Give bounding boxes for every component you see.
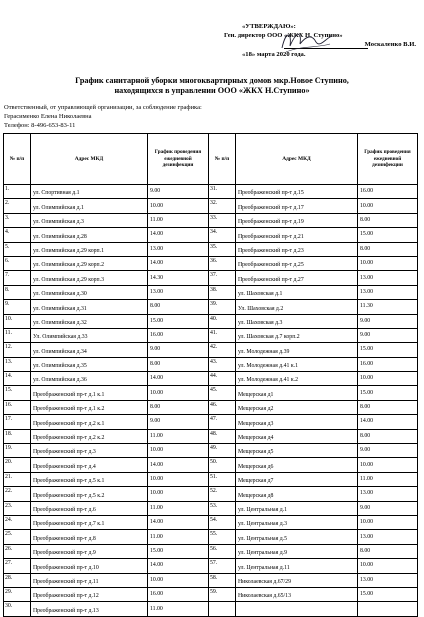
row-time: 10.00 — [148, 386, 209, 400]
row-number: 43. — [209, 357, 236, 371]
row-number: 16. — [4, 400, 31, 414]
row-address: Преображенский пр-т д.3 — [31, 444, 148, 458]
row-number: 50. — [209, 458, 236, 472]
table-row — [4, 300, 418, 314]
row-time: 11.00 — [358, 472, 418, 486]
row-address: ул. Олимпийская д.30 — [31, 285, 148, 299]
table-row — [4, 256, 418, 270]
row-time: 10.00 — [148, 472, 209, 486]
row-time: 13.00 — [148, 242, 209, 256]
table-row — [4, 328, 418, 342]
table-row — [4, 559, 418, 573]
row-time: 8.00 — [148, 357, 209, 371]
row-address: Преображенский пр-т д.8 — [31, 530, 148, 544]
row-time: 13.00 — [358, 530, 418, 544]
row-number: 7. — [4, 271, 31, 285]
row-time: 14.00 — [148, 458, 209, 472]
row-number: 4. — [4, 228, 31, 242]
row-time: 13.00 — [148, 285, 209, 299]
row-address: ул. Центральная д.5 — [236, 530, 358, 544]
row-time: 14.00 — [148, 515, 209, 529]
row-address: Преображенский пр-т д.4 — [31, 458, 148, 472]
row-number: 47. — [209, 415, 236, 429]
row-time: 10.00 — [358, 372, 418, 386]
row-address: Преображенский пр-т д.21 — [236, 228, 358, 242]
row-address: Преображенский пр-т д.6 — [31, 501, 148, 515]
table-row — [4, 357, 418, 371]
approval-heading: «УТВЕРЖДАЮ»: — [242, 23, 296, 30]
row-time: 10.00 — [148, 487, 209, 501]
row-time: 10.00 — [148, 199, 209, 213]
row-time: 11.00 — [148, 501, 209, 515]
header-schedule-left: График проведения ежедневной дезинфекции — [148, 134, 209, 185]
row-number: 57. — [209, 559, 236, 573]
table-row — [4, 602, 418, 616]
row-address: Мещерская д6 — [236, 458, 358, 472]
row-address: Николаевская д.65/13 — [236, 587, 358, 601]
row-time: 15.00 — [148, 544, 209, 558]
row-number: 25. — [4, 530, 31, 544]
row-time: 10.00 — [358, 256, 418, 270]
row-time: 8.00 — [358, 242, 418, 256]
row-number: 14. — [4, 372, 31, 386]
table-row — [4, 314, 418, 328]
row-time: 13.00 — [358, 573, 418, 587]
row-address: Преображенский пр-т д.27 — [236, 271, 358, 285]
table-row — [4, 372, 418, 386]
row-time: 14.00 — [148, 372, 209, 386]
row-address: Преображенский пр-т д.13 — [31, 602, 148, 616]
header-schedule-right: График проведения ежедневной дезинфекции — [358, 134, 418, 185]
table-row — [4, 429, 418, 443]
row-number: 26. — [4, 544, 31, 558]
row-number: 49. — [209, 444, 236, 458]
row-number: 1. — [4, 185, 31, 199]
row-address: Преображенский пр-т д.1 к.2 — [31, 400, 148, 414]
row-number: 31. — [209, 185, 236, 199]
row-number: 21. — [4, 472, 31, 486]
table-row — [4, 199, 418, 213]
row-address: Преображенский пр-т д.11 — [31, 573, 148, 587]
row-address: ул. Олимпийская д.34 — [31, 343, 148, 357]
row-address: ул. Шаховская д.1 — [236, 285, 358, 299]
row-address: ул. Центральная д.11 — [236, 559, 358, 573]
table-row — [4, 285, 418, 299]
row-address: ул. Молодежная д.41 к.1 — [236, 357, 358, 371]
row-number: 41. — [209, 328, 236, 342]
row-time: 9.00 — [148, 343, 209, 357]
row-address: ул. Олимпийская д.35 — [31, 357, 148, 371]
row-number: 2. — [4, 199, 31, 213]
row-address: Преображенский пр-т д.19 — [236, 213, 358, 227]
row-number: 9. — [4, 300, 31, 314]
row-address: ул. Молодежная д.39 — [236, 343, 358, 357]
table-row — [4, 185, 418, 199]
row-time: 11.00 — [148, 602, 209, 616]
table-row — [4, 544, 418, 558]
row-number: 13. — [4, 357, 31, 371]
row-time: 9.00 — [358, 328, 418, 342]
row-time: 8.00 — [148, 400, 209, 414]
row-address: ул. Центральная д.9 — [236, 544, 358, 558]
row-address: Преображенский пр-т д.5 к.2 — [31, 487, 148, 501]
row-number: 35. — [209, 242, 236, 256]
row-time: 11.30 — [358, 300, 418, 314]
row-address: ул. Олимпийская д.28 — [31, 228, 148, 242]
row-time: 10.00 — [358, 199, 418, 213]
row-time: 9.00 — [358, 314, 418, 328]
row-address: Ул. Шаховская д.2 — [236, 300, 358, 314]
row-number: 17. — [4, 415, 31, 429]
row-number: 28. — [4, 573, 31, 587]
row-number: 19. — [4, 444, 31, 458]
row-address: Преображенский пр-т д.2 к.2 — [31, 429, 148, 443]
row-number: 27. — [4, 559, 31, 573]
row-address — [236, 602, 358, 616]
row-number: 46. — [209, 400, 236, 414]
row-number: 34. — [209, 228, 236, 242]
header-address-left: Адрес МКД — [31, 134, 148, 185]
row-address: ул. Олимпийская д.36 — [31, 372, 148, 386]
row-number: 51. — [209, 472, 236, 486]
table-row — [4, 501, 418, 515]
row-number: 53. — [209, 501, 236, 515]
row-number: 23. — [4, 501, 31, 515]
responsible-label: Ответственный, от управляющей организации, за соблюдение графика: — [4, 104, 202, 111]
table-row — [4, 400, 418, 414]
row-address: Николаевская д.67/29 — [236, 573, 358, 587]
row-number: 11. — [4, 328, 31, 342]
table-row — [4, 515, 418, 529]
row-address: Мещерская д5 — [236, 444, 358, 458]
approval-signatory-name: Москаленко В.И. — [364, 41, 416, 49]
row-time: 13.00 — [358, 271, 418, 285]
row-number: 22. — [4, 487, 31, 501]
row-address: ул. Центральная д.1 — [236, 501, 358, 515]
row-number: 33. — [209, 213, 236, 227]
row-number: 56. — [209, 544, 236, 558]
approval-date: «18» марта 2020 года. — [242, 50, 306, 58]
row-time: 13.00 — [358, 487, 418, 501]
table-row — [4, 487, 418, 501]
row-time: 8.00 — [358, 429, 418, 443]
row-address: ул. Спортивная д.1 — [31, 185, 148, 199]
row-address: ул. Олимпийская д.31 — [31, 300, 148, 314]
row-time: 15.00 — [148, 314, 209, 328]
table-row — [4, 386, 418, 400]
row-number: 30. — [4, 602, 31, 616]
row-address: Мещерская д4 — [236, 429, 358, 443]
row-address: Преображенский пр-т д.1 к.1 — [31, 386, 148, 400]
row-number: 54. — [209, 515, 236, 529]
table-row — [4, 242, 418, 256]
row-time: 9.00 — [148, 185, 209, 199]
row-time: 14.00 — [148, 228, 209, 242]
row-address: Преображенский пр-т д.9 — [31, 544, 148, 558]
row-address: Преображенский пр-т д.2 к.1 — [31, 415, 148, 429]
responsible-name: Герасименко Елена Николаевна — [4, 113, 92, 120]
row-time: 9.00 — [148, 415, 209, 429]
table-row — [4, 458, 418, 472]
table-row — [4, 573, 418, 587]
row-time: 11.00 — [148, 429, 209, 443]
row-time: 11.00 — [148, 213, 209, 227]
header-address-right: Адрес МКД — [236, 134, 358, 185]
row-number: 39. — [209, 300, 236, 314]
row-address: Мещерская д2 — [236, 400, 358, 414]
row-address: Преображенский пр-т д.17 — [236, 199, 358, 213]
row-number: 42. — [209, 343, 236, 357]
row-number: 5. — [4, 242, 31, 256]
table-row — [4, 444, 418, 458]
row-time: 9.00 — [358, 444, 418, 458]
row-time: 11.00 — [148, 530, 209, 544]
handwritten-signature — [276, 26, 336, 56]
row-number: 40. — [209, 314, 236, 328]
table-row — [4, 530, 418, 544]
table-header-row — [4, 134, 418, 185]
row-time: 16.00 — [358, 357, 418, 371]
row-time: 14.00 — [148, 256, 209, 270]
row-time: 10.00 — [148, 444, 209, 458]
table-row — [4, 343, 418, 357]
row-address: Преображенский пр-т д.23 — [236, 242, 358, 256]
table-row — [4, 415, 418, 429]
row-address: ул. Молодежная д.41 к.2 — [236, 372, 358, 386]
row-address: ул. Олимпийская д.3 — [31, 213, 148, 227]
table-row — [4, 228, 418, 242]
row-address: Преображенский пр-т д.10 — [31, 559, 148, 573]
row-number: 20. — [4, 458, 31, 472]
row-number — [209, 602, 236, 616]
row-address: ул. Олимпийская д.32 — [31, 314, 148, 328]
row-time: 16.00 — [358, 185, 418, 199]
row-address: Преображенский пр-т д.12 — [31, 587, 148, 601]
row-address: ул. Олимпийская д.1 — [31, 199, 148, 213]
row-time: 13.00 — [358, 285, 418, 299]
row-time — [358, 602, 418, 616]
row-number: 58. — [209, 573, 236, 587]
row-number: 45. — [209, 386, 236, 400]
row-number: 36. — [209, 256, 236, 270]
schedule-table — [3, 133, 418, 617]
row-time: 16.00 — [148, 328, 209, 342]
row-number: 37. — [209, 271, 236, 285]
row-address: Мещерская д3 — [236, 415, 358, 429]
table-row — [4, 472, 418, 486]
row-address: ул. Шаховская д.3 — [236, 314, 358, 328]
responsible-phone: Телефон: 8-496-653-83-11 — [4, 122, 76, 129]
row-time: 10.00 — [358, 559, 418, 573]
document-title-line2: находящихся в управлении ООО «ЖКХ Н.Ступино» — [114, 86, 310, 95]
table-row — [4, 271, 418, 285]
row-address: Преображенский пр-т д.5 к.1 — [31, 472, 148, 486]
row-address: Ул. Олимпийская д.33 — [31, 328, 148, 342]
row-address: ул. Шаховская д.7 корп.2 — [236, 328, 358, 342]
row-time: 10.00 — [358, 515, 418, 529]
row-time: 10.00 — [148, 573, 209, 587]
row-time: 16.00 — [148, 587, 209, 601]
row-address: ул. Олимпийская д.29 корп.1 — [31, 242, 148, 256]
row-time: 8.00 — [358, 544, 418, 558]
row-address: Мещерская д8 — [236, 487, 358, 501]
row-time: 10.00 — [358, 458, 418, 472]
row-time: 15.00 — [358, 228, 418, 242]
row-time: 9.00 — [358, 501, 418, 515]
row-number: 12. — [4, 343, 31, 357]
row-time: 8.00 — [148, 300, 209, 314]
row-time: 15.00 — [358, 587, 418, 601]
row-number: 55. — [209, 530, 236, 544]
row-address: Мещерская д7 — [236, 472, 358, 486]
table-body — [4, 185, 418, 617]
row-number: 29. — [4, 587, 31, 601]
row-address: ул. Центральная д.3 — [236, 515, 358, 529]
row-number: 15. — [4, 386, 31, 400]
row-number: 32. — [209, 199, 236, 213]
row-number: 38. — [209, 285, 236, 299]
header-num-right: № п/п — [209, 134, 236, 185]
row-number: 8. — [4, 285, 31, 299]
row-time: 15.00 — [358, 386, 418, 400]
document-title-line1: График санитарной уборки многоквартирных домов мкр.Новое Ступино, — [75, 76, 349, 85]
table-row — [4, 213, 418, 227]
row-time: 14.30 — [148, 271, 209, 285]
row-address: ул. Олимпийская д.29 корп.2 — [31, 256, 148, 270]
row-number: 18. — [4, 429, 31, 443]
row-address: Мещерская д1 — [236, 386, 358, 400]
row-number: 44. — [209, 372, 236, 386]
row-number: 24. — [4, 515, 31, 529]
row-time: 8.00 — [358, 213, 418, 227]
header-num-left: № п/п — [4, 134, 31, 185]
row-time: 14.00 — [358, 415, 418, 429]
row-address: Преображенский пр-т д.7 к.1 — [31, 515, 148, 529]
row-number: 59. — [209, 587, 236, 601]
row-time: 15.00 — [358, 343, 418, 357]
approval-position: Ген. директор ООО «ЖКХ Н. Ступино» — [224, 32, 343, 40]
row-number: 10. — [4, 314, 31, 328]
row-address: Преображенский пр-т д.25 — [236, 256, 358, 270]
row-number: 6. — [4, 256, 31, 270]
row-address: Преображенский пр-т д.15 — [236, 185, 358, 199]
row-time: 14.00 — [148, 559, 209, 573]
row-number: 3. — [4, 213, 31, 227]
row-number: 48. — [209, 429, 236, 443]
row-address: ул. Олимпийская д.29 корп.3 — [31, 271, 148, 285]
row-time: 8.00 — [358, 400, 418, 414]
row-number: 52. — [209, 487, 236, 501]
